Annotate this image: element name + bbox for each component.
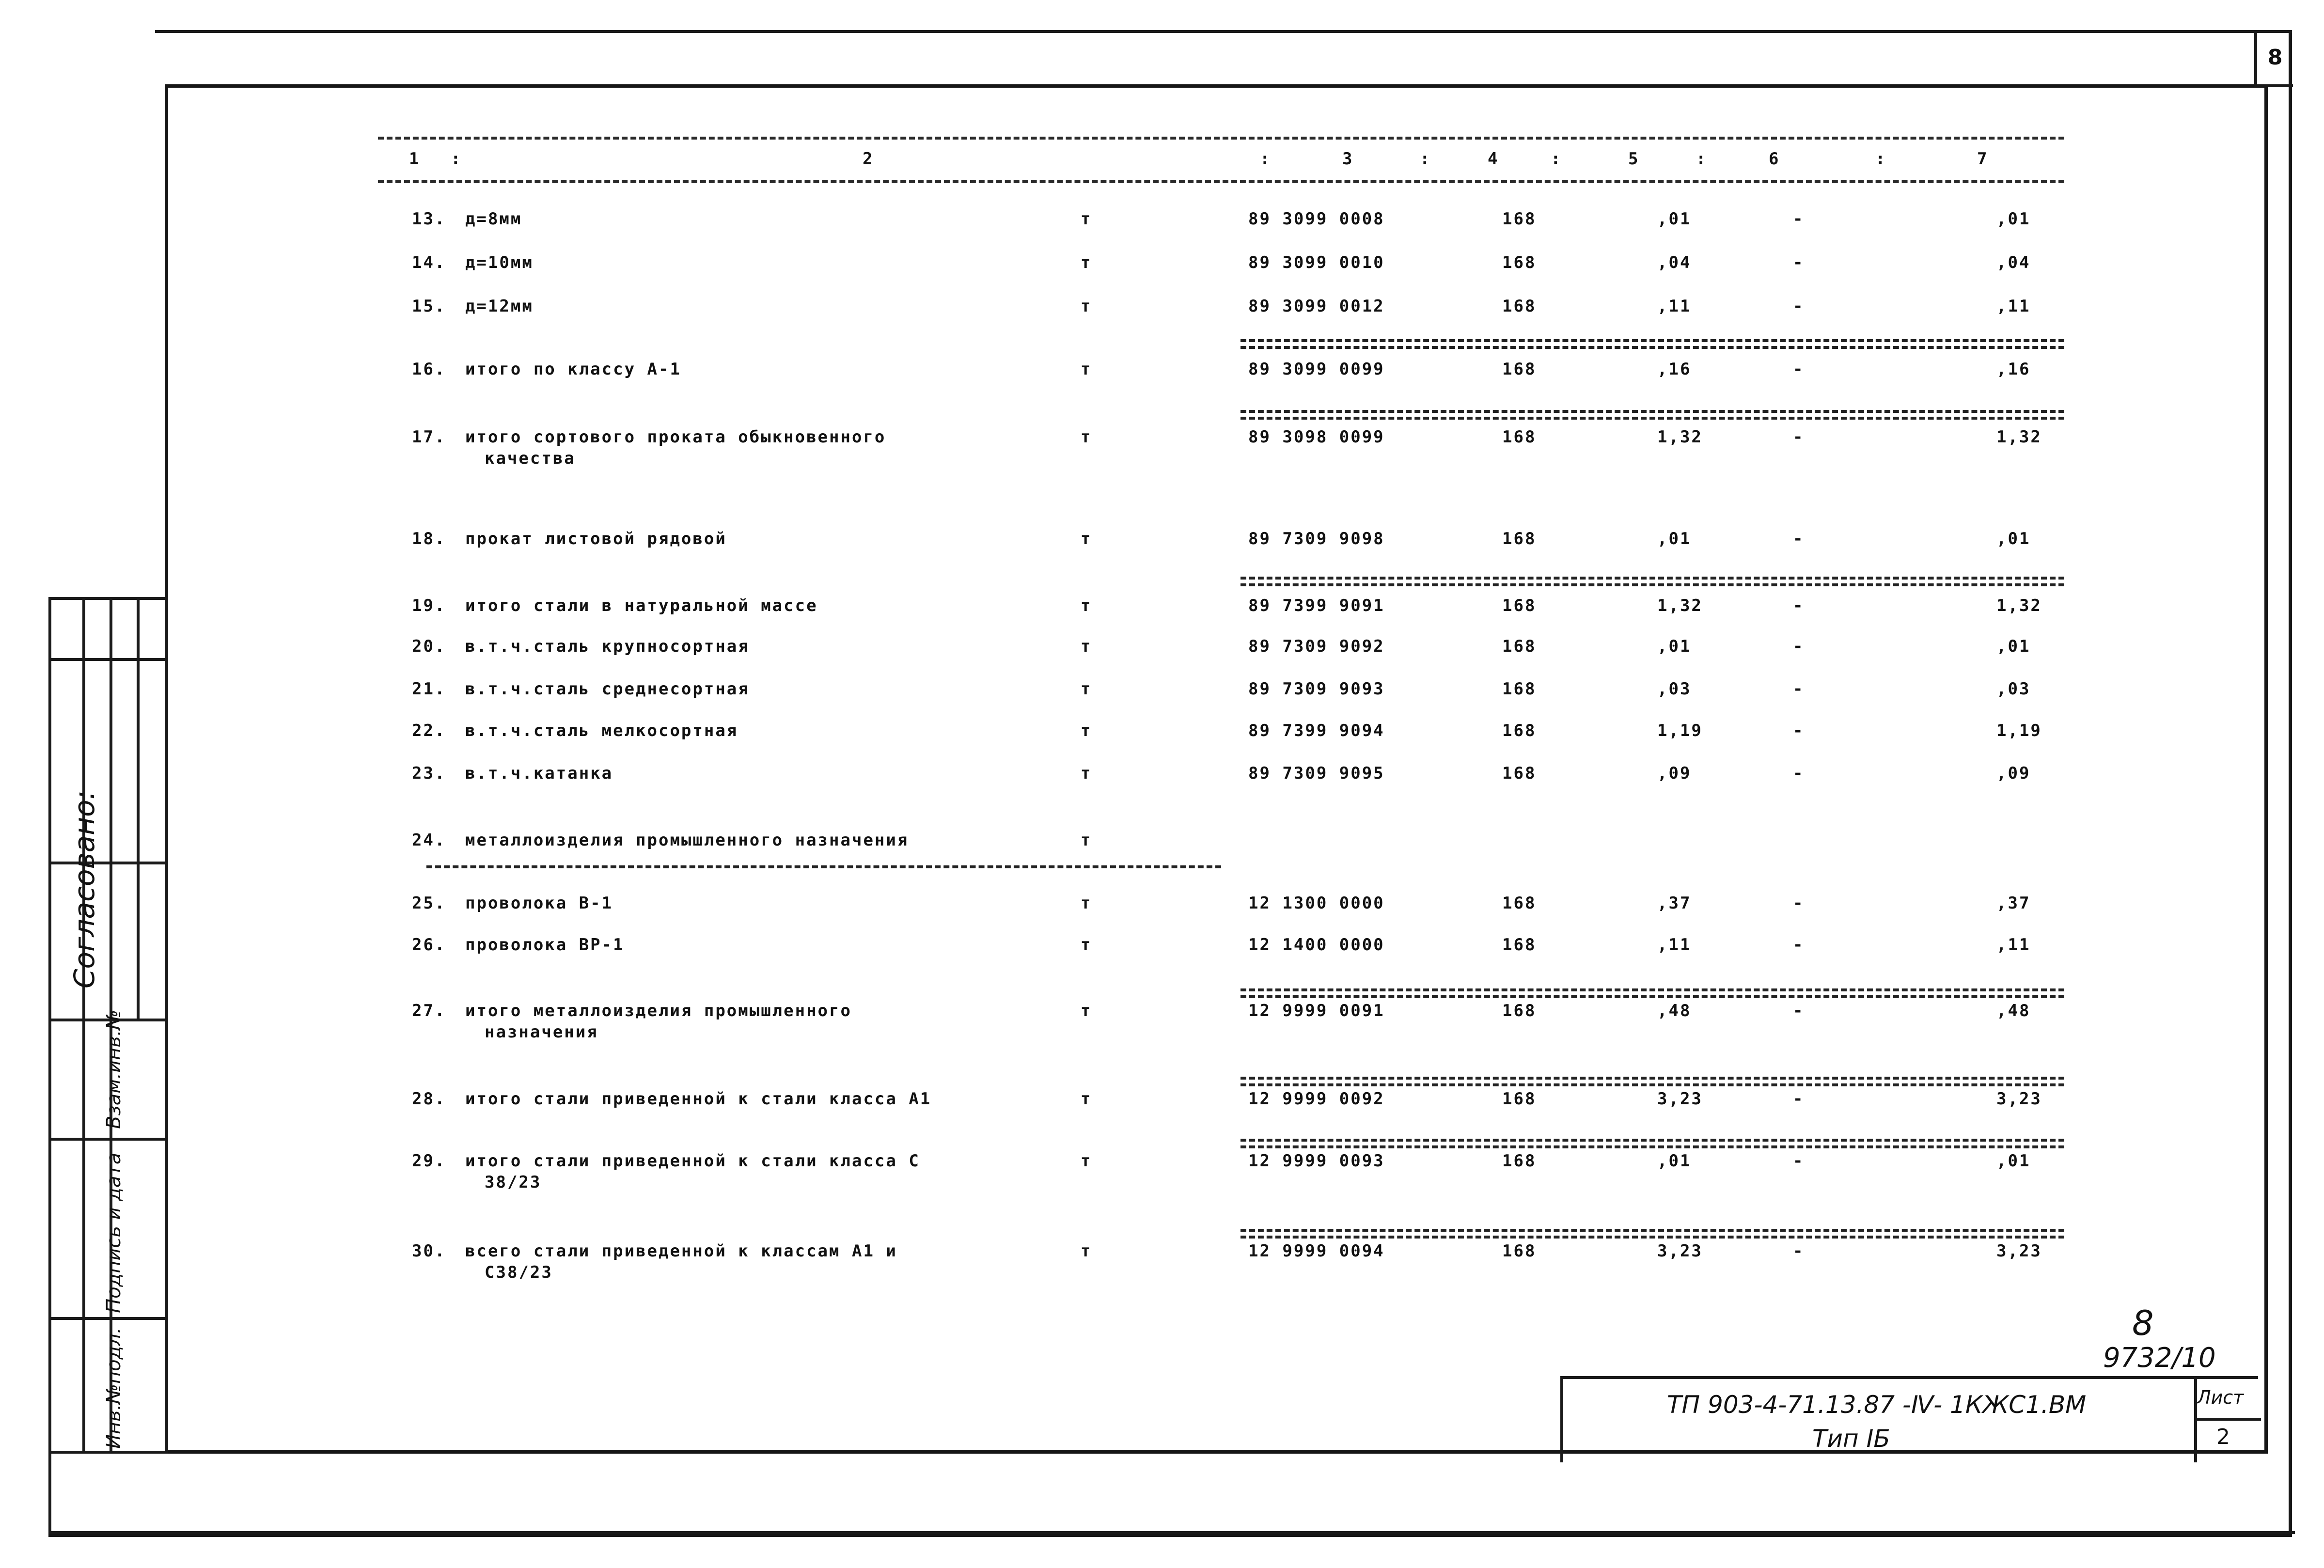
total-rule <box>1241 1077 2064 1080</box>
table-row <box>0 208 2324 257</box>
row-col-6: - <box>1793 360 1805 379</box>
row-number: 14. <box>412 253 446 272</box>
row-col-4: 168 <box>1502 1089 1537 1109</box>
row-unit: т <box>1081 1001 1092 1020</box>
row-col-5: ,16 <box>1657 360 1692 379</box>
header-col-7: 7 <box>1977 149 1987 169</box>
row-name: проволока ВР-1 <box>465 935 625 955</box>
row-name-continued: назначения <box>485 1022 598 1042</box>
row-col-7: ,11 <box>1996 297 2031 316</box>
row-col-7: 1,19 <box>1996 721 2042 740</box>
row-code: 89 7309 9098 <box>1248 529 1385 549</box>
total-rule <box>1241 988 2064 991</box>
row-col-5: ,01 <box>1657 1151 1692 1171</box>
row-col-6: - <box>1793 1241 1805 1261</box>
row-number: 26. <box>412 935 446 955</box>
row-unit: т <box>1081 831 1092 850</box>
row-number: 24. <box>412 831 446 850</box>
row-name: итого стали приведенной к стали класса А1 <box>465 1089 932 1109</box>
table-row <box>0 678 2324 727</box>
replaced-inv-label: Взам.инв.№ <box>103 1009 125 1129</box>
row-col-5: 1,32 <box>1657 427 1703 447</box>
row-unit: т <box>1081 1241 1092 1261</box>
table-row <box>0 359 2324 407</box>
row-code: 12 9999 0093 <box>1248 1151 1385 1171</box>
total-rule <box>1241 410 2064 413</box>
row-col-6: - <box>1793 427 1805 447</box>
total-rule <box>1241 1139 2064 1142</box>
row-unit: т <box>1081 764 1092 783</box>
row-col-6: - <box>1793 209 1805 229</box>
handwritten-page-mark: 8 <box>2132 1303 2154 1343</box>
row-col-7: 3,23 <box>1996 1241 2042 1261</box>
row-name: итого стали в натуральной массе <box>465 596 818 615</box>
header-col-5: 5 <box>1628 149 1638 169</box>
row-col-5: ,09 <box>1657 764 1692 783</box>
row-unit: т <box>1081 935 1092 955</box>
row-code: 89 7309 9092 <box>1248 637 1385 656</box>
header-col-3: 3 <box>1342 149 1352 169</box>
row-code: 12 9999 0094 <box>1248 1241 1385 1261</box>
row-col-5: ,01 <box>1657 209 1692 229</box>
row-col-5: ,01 <box>1657 529 1692 549</box>
row-number: 25. <box>412 894 446 913</box>
row-col-4: 168 <box>1502 935 1537 955</box>
row-col-7: ,09 <box>1996 764 2031 783</box>
original-inv-label: Инв.№подл. <box>103 1327 125 1449</box>
row-col-6: - <box>1793 679 1805 699</box>
row-code: 89 7399 9094 <box>1248 721 1385 740</box>
row-col-4: 168 <box>1502 1241 1537 1261</box>
total-rule <box>1241 339 2064 342</box>
header-col-6: 6 <box>1769 149 1779 169</box>
row-col-5: ,11 <box>1657 935 1692 955</box>
row-col-7: ,01 <box>1996 209 2031 229</box>
row-col-6: - <box>1793 935 1805 955</box>
header-col-2: 2 <box>863 149 873 169</box>
bottom-outer-line <box>48 1531 2295 1534</box>
row-name-continued: 38/23 <box>485 1173 542 1192</box>
handwritten-doc-number: 9732/10 <box>2103 1342 2216 1374</box>
table-row <box>0 426 2324 475</box>
header-sep: : <box>1551 149 1561 169</box>
row-col-5: ,03 <box>1657 679 1692 699</box>
row-name: итого по классу А-1 <box>465 360 681 379</box>
row-col-4: 168 <box>1502 529 1537 549</box>
row-col-6: - <box>1793 596 1805 615</box>
row-code: 89 7399 9091 <box>1248 596 1385 615</box>
row-name: всего стали приведенной к классам А1 и <box>465 1241 897 1261</box>
table-row <box>0 636 2324 684</box>
row-name: д=12мм <box>465 297 534 316</box>
table-row <box>0 296 2324 344</box>
table-row <box>0 934 2324 983</box>
row-number: 27. <box>412 1001 446 1020</box>
table-row <box>0 528 2324 577</box>
total-rule <box>1241 995 2064 998</box>
row-col-4: 168 <box>1502 894 1537 913</box>
document-type: Тип ⅠБ <box>1812 1425 1890 1453</box>
row-col-6: - <box>1793 529 1805 549</box>
row-col-6: - <box>1793 894 1805 913</box>
row-col-7: ,11 <box>1996 935 2031 955</box>
row-code: 12 1400 0000 <box>1248 935 1385 955</box>
row-col-4: 168 <box>1502 764 1537 783</box>
row-col-5: ,11 <box>1657 297 1692 316</box>
row-col-6: - <box>1793 297 1805 316</box>
header-sep: : <box>1696 149 1706 169</box>
row-name: итого стали приведенной к стали класса С <box>465 1151 920 1171</box>
table-row <box>0 893 2324 941</box>
total-rule <box>1241 1229 2064 1232</box>
row-col-6: - <box>1793 1089 1805 1109</box>
row-col-6: - <box>1793 1151 1805 1171</box>
row-number: 30. <box>412 1241 446 1261</box>
row-col-5: 1,32 <box>1657 596 1703 615</box>
row-col-7: 1,32 <box>1996 427 2042 447</box>
row-col-6: - <box>1793 764 1805 783</box>
row-col-5: 1,19 <box>1657 721 1703 740</box>
row-name: итого сортового проката обыкновенного <box>465 427 886 447</box>
row-unit: т <box>1081 427 1092 447</box>
row-unit: т <box>1081 297 1092 316</box>
row-name: прокат листовой рядовой <box>465 529 727 549</box>
row-name: д=10мм <box>465 253 534 272</box>
row-code: 89 3099 0099 <box>1248 360 1385 379</box>
table-row <box>0 1150 2324 1199</box>
row-col-7: ,48 <box>1996 1001 2031 1020</box>
row-col-7: ,16 <box>1996 360 2031 379</box>
row-unit: т <box>1081 894 1092 913</box>
section-rule <box>426 865 1221 868</box>
row-col-4: 168 <box>1502 253 1537 272</box>
row-code: 89 3098 0099 <box>1248 427 1385 447</box>
row-code: 89 7309 9095 <box>1248 764 1385 783</box>
row-number: 29. <box>412 1151 446 1171</box>
table-header <box>378 127 2064 186</box>
table-row <box>0 830 2324 878</box>
agreed-label: Согласовано: <box>68 790 101 988</box>
row-name: в.т.ч.сталь крупносортная <box>465 637 750 656</box>
sheet-label: Лист <box>2197 1387 2244 1408</box>
row-number: 15. <box>412 297 446 316</box>
row-col-5: ,37 <box>1657 894 1692 913</box>
row-col-6: - <box>1793 721 1805 740</box>
row-unit: т <box>1081 1151 1092 1171</box>
row-col-7: ,01 <box>1996 1151 2031 1171</box>
row-col-4: 168 <box>1502 596 1537 615</box>
row-name-continued: С38/23 <box>485 1263 553 1282</box>
row-col-7: 3,23 <box>1996 1089 2042 1109</box>
row-col-7: 1,32 <box>1996 596 2042 615</box>
total-rule <box>1241 577 2064 580</box>
row-col-7: ,04 <box>1996 253 2031 272</box>
header-top-rule <box>378 137 2064 140</box>
row-col-4: 168 <box>1502 360 1537 379</box>
total-rule <box>1241 1236 2064 1239</box>
row-number: 18. <box>412 529 446 549</box>
sheet-corner-number: 8 <box>2254 31 2293 87</box>
table-row <box>0 1088 2324 1137</box>
row-col-4: 168 <box>1502 1001 1537 1020</box>
row-number: 19. <box>412 596 446 615</box>
row-col-4: 168 <box>1502 1151 1537 1171</box>
row-col-5: 3,23 <box>1657 1241 1703 1261</box>
row-number: 28. <box>412 1089 446 1109</box>
row-col-5: ,48 <box>1657 1001 1692 1020</box>
header-sep: : <box>1875 149 1885 169</box>
row-unit: т <box>1081 596 1092 615</box>
row-name: металлоизделия промышленного назначения <box>465 831 909 850</box>
sheet-number: 2 <box>2216 1425 2230 1449</box>
row-unit: т <box>1081 637 1092 656</box>
row-name: в.т.ч.сталь мелкосортная <box>465 721 738 740</box>
row-number: 22. <box>412 721 446 740</box>
row-col-4: 168 <box>1502 679 1537 699</box>
total-rule <box>1241 417 2064 420</box>
header-sep: : <box>451 149 461 169</box>
row-col-6: - <box>1793 253 1805 272</box>
row-col-6: - <box>1793 637 1805 656</box>
title-block <box>1560 1376 2258 1462</box>
header-bottom-rule <box>378 180 2064 183</box>
row-col-7: ,01 <box>1996 637 2031 656</box>
row-code: 12 9999 0092 <box>1248 1089 1385 1109</box>
row-col-5: ,01 <box>1657 637 1692 656</box>
top-border-line <box>155 30 2292 33</box>
row-code: 89 3099 0008 <box>1248 209 1385 229</box>
row-unit: т <box>1081 679 1092 699</box>
row-code: 12 9999 0091 <box>1248 1001 1385 1020</box>
row-code: 89 3099 0012 <box>1248 297 1385 316</box>
row-number: 13. <box>412 209 446 229</box>
row-col-5: 3,23 <box>1657 1089 1703 1109</box>
row-unit: т <box>1081 1089 1092 1109</box>
row-col-7: ,03 <box>1996 679 2031 699</box>
row-name: в.т.ч.катанка <box>465 764 613 783</box>
header-sep: : <box>1260 149 1270 169</box>
table-row <box>0 763 2324 811</box>
row-unit: т <box>1081 360 1092 379</box>
total-rule <box>1241 346 2064 349</box>
row-col-4: 168 <box>1502 721 1537 740</box>
row-unit: т <box>1081 529 1092 549</box>
row-name-continued: качества <box>485 449 576 468</box>
document-code: ТП 903-4-71.13.87 -Ⅳ- 1КЖС1.ВМ <box>1667 1391 2087 1419</box>
row-number: 23. <box>412 764 446 783</box>
row-name: в.т.ч.сталь среднесортная <box>465 679 750 699</box>
row-col-7: ,01 <box>1996 529 2031 549</box>
total-rule <box>1241 1145 2064 1148</box>
row-col-4: 168 <box>1502 209 1537 229</box>
total-rule <box>1241 1083 2064 1086</box>
row-code: 89 7309 9093 <box>1248 679 1385 699</box>
row-col-6: - <box>1793 1001 1805 1020</box>
header-col-1: 1 <box>409 149 419 169</box>
row-number: 21. <box>412 679 446 699</box>
row-number: 20. <box>412 637 446 656</box>
header-sep: : <box>1420 149 1430 169</box>
row-number: 16. <box>412 360 446 379</box>
table-row <box>0 720 2324 768</box>
row-col-7: ,37 <box>1996 894 2031 913</box>
row-name: проволока В-1 <box>465 894 613 913</box>
header-col-4: 4 <box>1488 149 1498 169</box>
row-col-4: 168 <box>1502 297 1537 316</box>
row-unit: т <box>1081 721 1092 740</box>
row-unit: т <box>1081 253 1092 272</box>
table-row <box>0 1000 2324 1049</box>
row-unit: т <box>1081 209 1092 229</box>
table-row <box>0 252 2324 300</box>
row-code: 12 1300 0000 <box>1248 894 1385 913</box>
total-rule <box>1241 583 2064 586</box>
table-row <box>0 1240 2324 1289</box>
row-number: 17. <box>412 427 446 447</box>
signature-date-label: Подпись и дата <box>103 1152 125 1313</box>
row-name: итого металлоизделия промышленного <box>465 1001 852 1020</box>
row-col-4: 168 <box>1502 427 1537 447</box>
row-col-5: ,04 <box>1657 253 1692 272</box>
row-name: д=8мм <box>465 209 522 229</box>
row-code: 89 3099 0010 <box>1248 253 1385 272</box>
row-col-4: 168 <box>1502 637 1537 656</box>
